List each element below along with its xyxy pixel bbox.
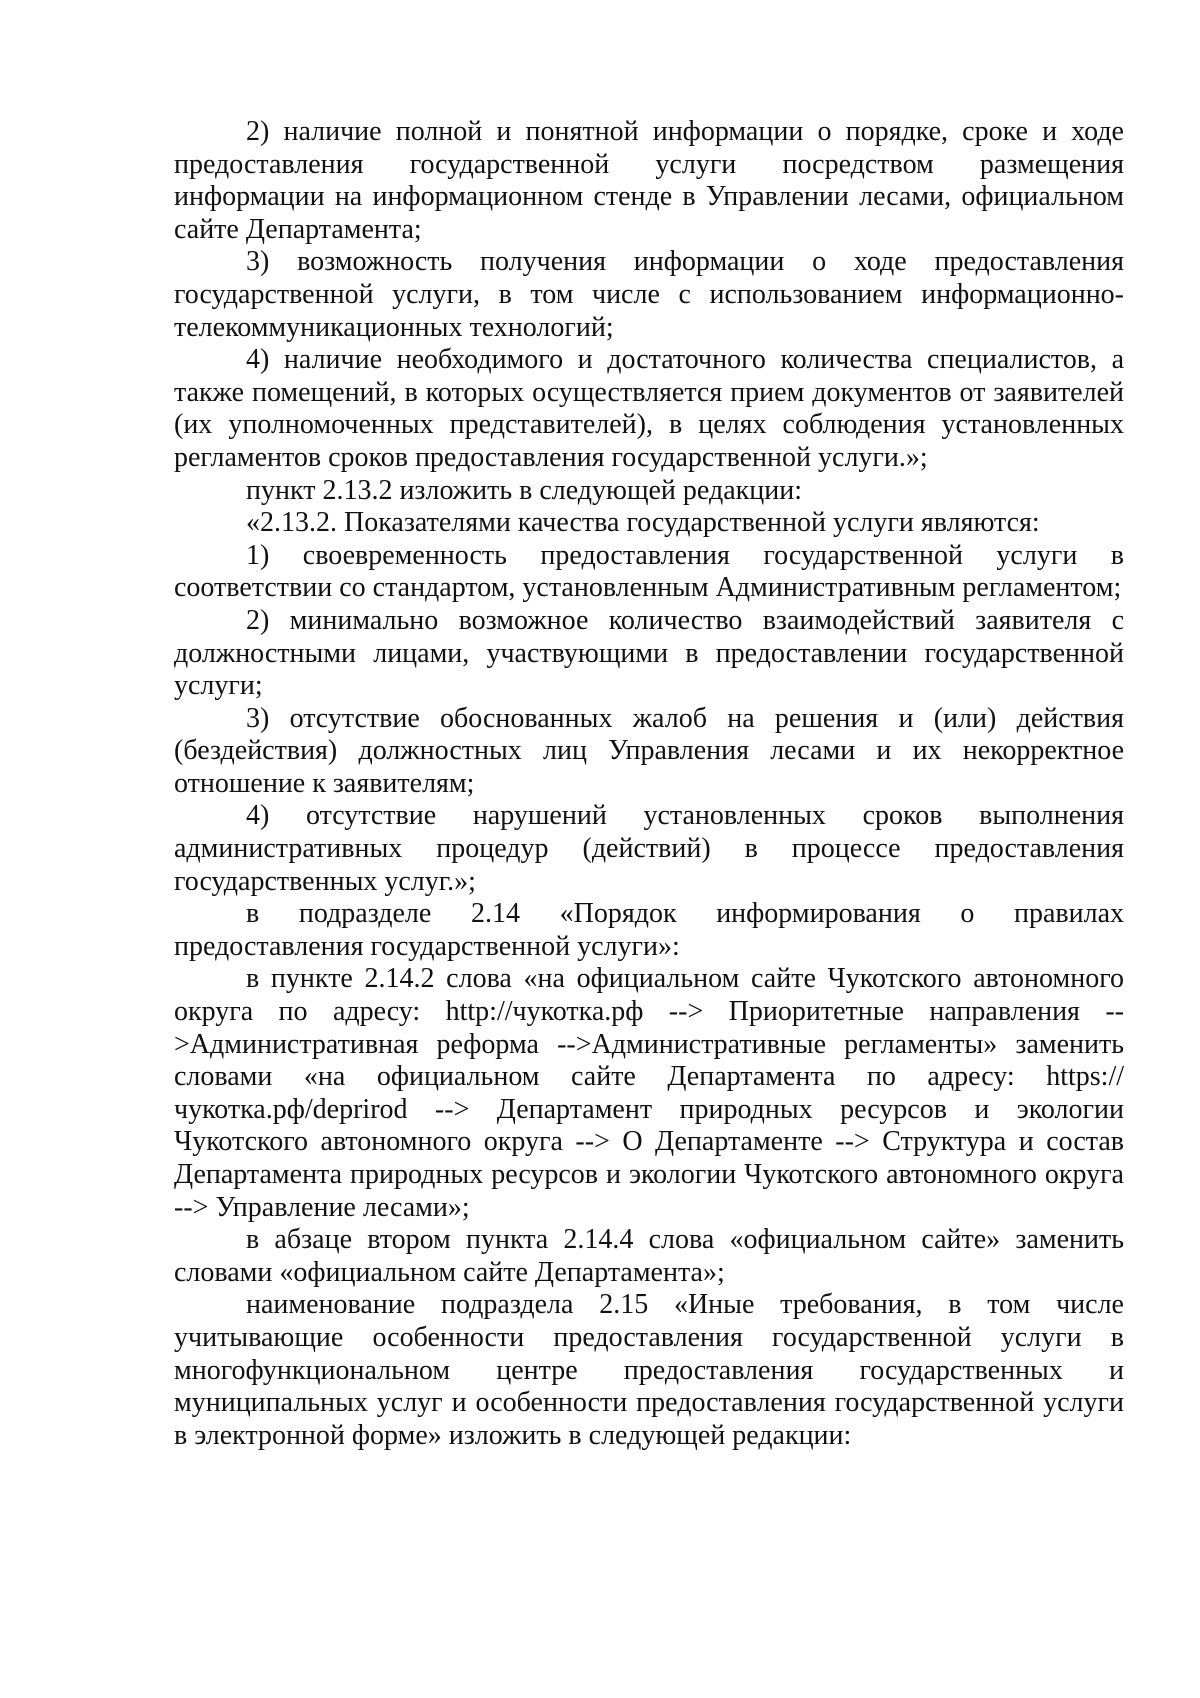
paragraph-quality-item-2: 2) минимально возможное количество взаимодействий заявителя с должностными лицами, участвующими в предоставлении государственной услуги;: [174, 604, 1124, 702]
paragraph-item-4-specialists: 4) наличие необходимого и достаточного количества специалистов, а также помещений, в которых осуществляется прием документов от заявителей (их уполномоченных представителей), в целях соблюдения установленных регламентов сроков предоставления государственной услуги.»;: [174, 344, 1124, 473]
paragraph-subsection-2-14: в подразделе 2.14 «Порядок информирования о правилах предоставления государственной услуги»:: [174, 898, 1124, 962]
paragraph-subsection-2-15: наименование подраздела 2.15 «Иные требования, в том числе учитывающие особенности предоставления государственной услуги в многофункциональном центре предоставления государственных и муниципальных услуг и особенности предоставления государственной услуги в электронной форме» изложить в следующей редакции:: [174, 1289, 1124, 1451]
paragraph-clause-2-14-2: в пункте 2.14.2 слова «на официальном сайте Чукотского автономного округа по адресу: http://чукотка.рф --> Приоритетные направления -- >Административная реформа -->Административные регламенты» заменить словами «на официальном сайте Департамента по адресу: https://чукотка.рф/deprirod --> Департамент природных ресурсов и экологии Чукотского автономного округа --> О Департаменте --> Структура и состав Департамента природных ресурсов и экологии Чукотского автономного округа --> Управление лесами»;: [174, 963, 1124, 1223]
paragraph-item-3-info-possibility: 3) возможность получения информации о ходе предоставления государственной услуги, в том числе с использованием информационно-телекоммуникационных технологий;: [174, 246, 1124, 343]
paragraph-clause-2-13-2-heading: «2.13.2. Показателями качества государственной услуги являются:: [246, 507, 1040, 539]
paragraph-clause-2-14-4: в абзаце втором пункта 2.14.4 слова «официальном сайте» заменить словами «официальном сайте Департамента»;: [174, 1224, 1124, 1288]
paragraph-quality-item-3: 3) отсутствие обоснованных жалоб на решения и (или) действия (бездействия) должностных лиц Управления лесами и их некорректное отношение к заявителям;: [174, 702, 1124, 799]
paragraph-item-2-info-availability: 2) наличие полной и понятной информации о порядке, сроке и ходе предоставления государственной услуги посредством размещения информации на информационном стенде в Управлении лесами, официальном сайте Департамента;: [174, 116, 1124, 245]
paragraph-quality-item-1: 1) своевременность предоставления государственной услуги в соответствии со стандартом, установленным Административным регламентом;: [174, 539, 1124, 604]
paragraph-clause-2-13-2-intro: пункт 2.13.2 изложить в следующей редакции:: [246, 474, 802, 506]
paragraph-quality-item-4: 4) отсутствие нарушений установленных сроков выполнения административных процедур (действий) в процессе предоставления государственных услуг.»;: [174, 800, 1124, 897]
document-page: [174, 116, 1124, 1452]
